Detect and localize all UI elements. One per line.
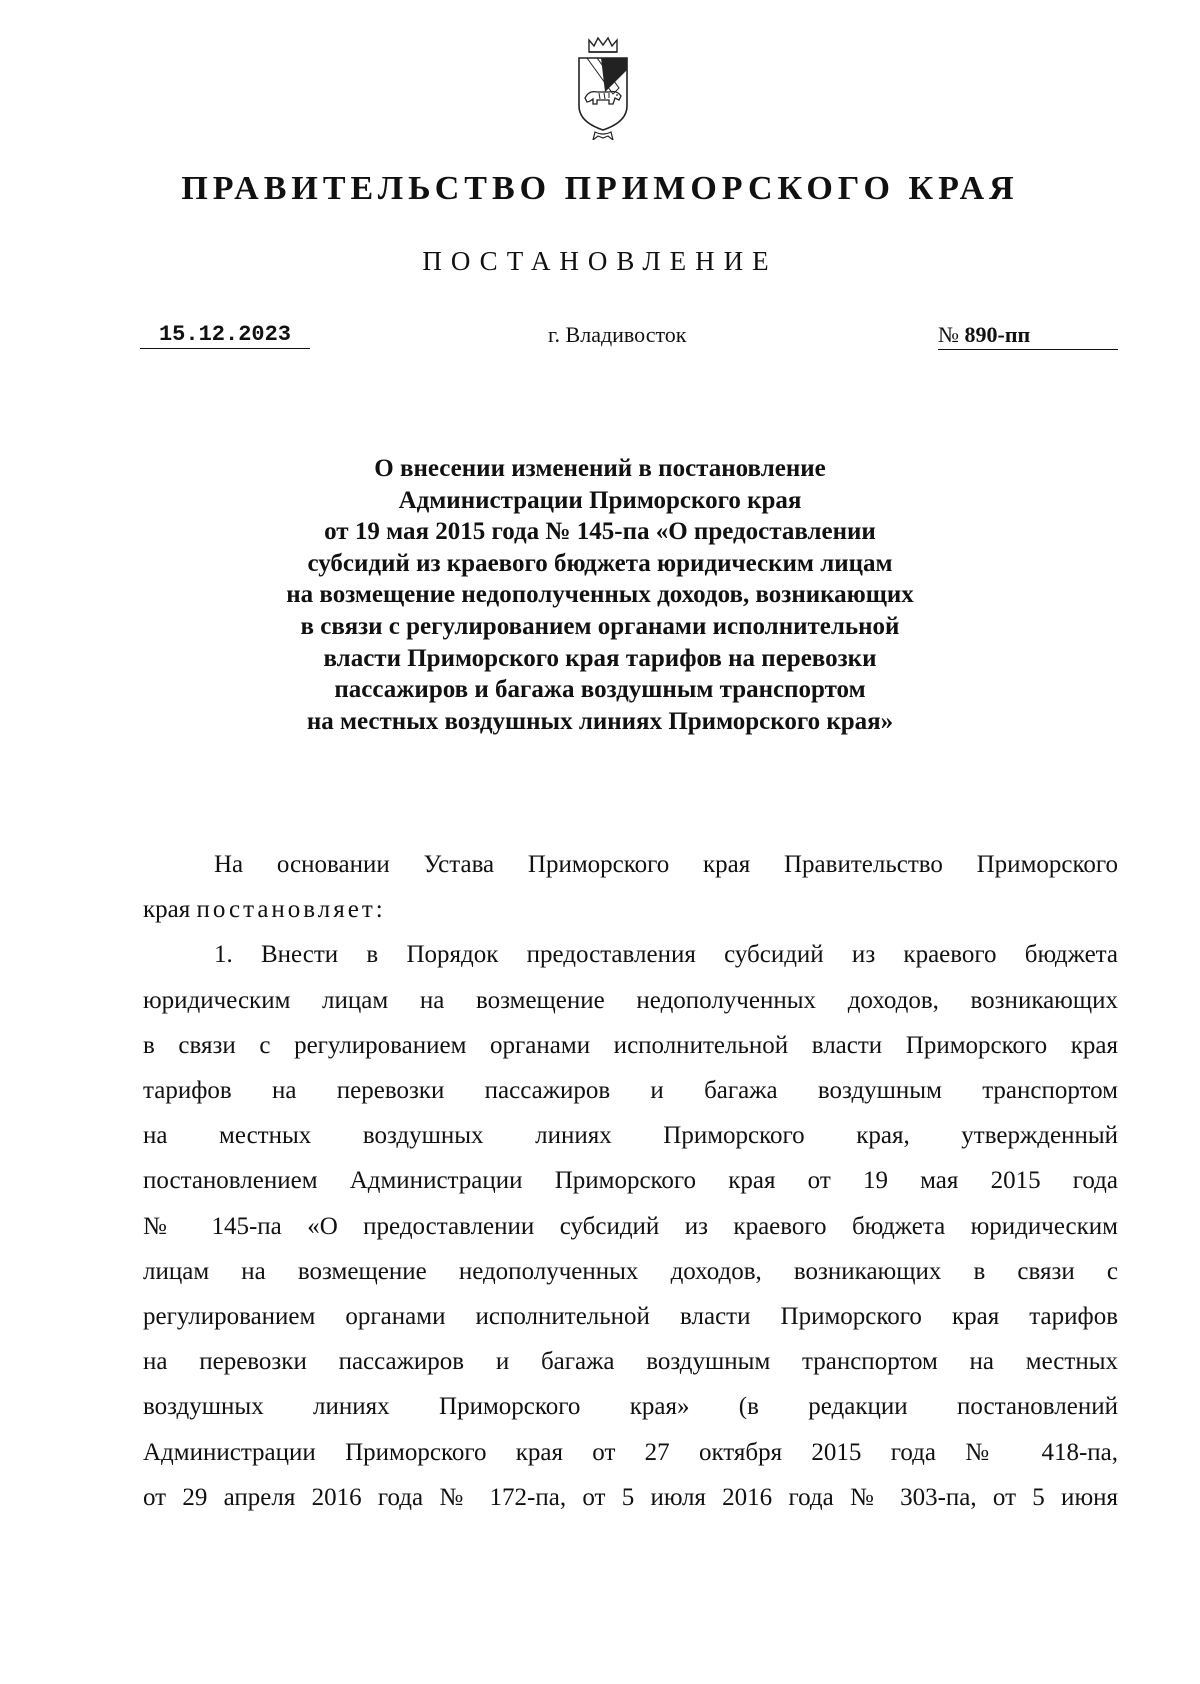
item-line: на местных воздушных линиях Приморского края, утвержденный (143, 1122, 1118, 1150)
item-line: лицам на возмещение недополученных доходов, возникающих в связи с (143, 1257, 1118, 1285)
document-number (938, 322, 1118, 350)
document-subject (0, 453, 1200, 737)
item-line: постановлением Администрации Приморского края от 19 мая 2015 года (143, 1167, 1118, 1195)
subject-line: Администрации Приморского края (398, 486, 802, 514)
document-type-heading: ПОСТАНОВЛЕНИЕ (422, 246, 778, 276)
decree-word: постановляет: (196, 896, 386, 924)
item-line: в связи с регулированием органами исполнительной власти Приморского края (143, 1031, 1118, 1059)
item-line: регулированием органами исполнительной власти Приморского края тарифов (143, 1303, 1118, 1331)
preamble-word: края (143, 896, 191, 924)
document-body (143, 842, 1118, 1520)
item-line: от 29 апреля 2016 года № 172-па, от 5 июля 2016 года № 303-па, от 5 июня (143, 1483, 1118, 1511)
coat-of-arms-emblem (575, 36, 631, 140)
subject-line: от 19 мая 2015 года № 145-па «О предоставлении (324, 518, 876, 546)
subject-line: на местных воздушных линиях Приморского края» (306, 707, 894, 735)
item-line: на перевозки пассажиров и багажа воздушным транспортом на местных (143, 1348, 1118, 1376)
number-value: 890-пп (964, 322, 1031, 347)
item-line: воздушных линиях Приморского края» (в редакции постановлений (143, 1393, 1118, 1421)
document-date: 15.12.2023 (140, 322, 310, 349)
subject-line: власти Приморского края тарифов на перевозки (323, 644, 877, 672)
item-line: тарифов на перевозки пассажиров и багажа воздушным транспортом (143, 1077, 1118, 1105)
item-line: 1. Внести в Порядок предоставления субсидий из краевого бюджета (214, 941, 1118, 969)
government-title: ПРАВИТЕЛЬСТВО ПРИМОРСКОГО КРАЯ (181, 170, 1019, 207)
subject-line: в связи с регулированием органами исполнительной (300, 612, 900, 640)
document-meta-row (0, 322, 1200, 358)
preamble-line (143, 887, 1118, 932)
item-line: юридическим лицам на возмещение недополученных доходов, возникающих (143, 986, 1118, 1014)
subject-line: О внесении изменений в постановление (374, 455, 826, 482)
subject-line: пассажиров и багажа воздушным транспортом (334, 676, 866, 704)
subject-line: субсидий из краевого бюджета юридическим лицам (307, 549, 893, 577)
item-line: № 145-па «О предоставлении субсидий из краевого бюджета юридическим (143, 1212, 1118, 1240)
item-line: Администрации Приморского края от 27 октября 2015 года № 418-па, (143, 1438, 1118, 1466)
preamble-line: На основании Устава Приморского края Правительство Приморского (214, 851, 1118, 878)
document-city: г. Владивосток (548, 322, 687, 347)
number-sign: № (938, 322, 959, 347)
subject-line: на возмещение недополученных доходов, возникающих (286, 581, 914, 609)
